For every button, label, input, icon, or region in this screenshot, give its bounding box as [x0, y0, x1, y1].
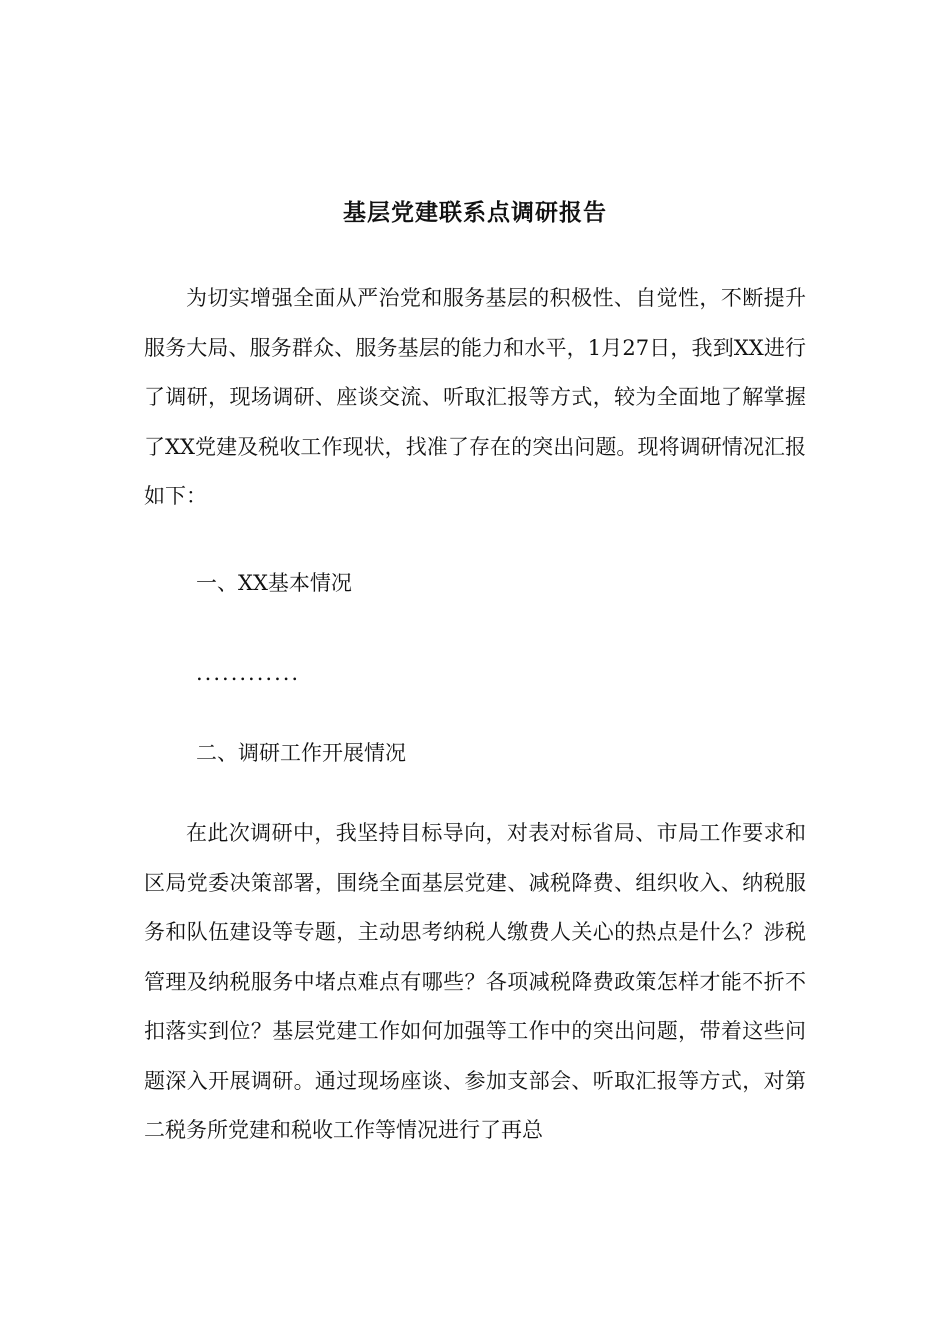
intro-paragraph: 为切实增强全面从严治党和服务基层的积极性、自觉性，不断提升服务大局、服务群众、服务基层的能力和水平，1月27日，我到XX进行了调研，现场调研、座谈交流、听取汇报等方式，较为全面地了解掌握了XX党建及税收工作现状，找准了存在的突出问题。现将调研情况汇报如下： — [144, 286, 806, 508]
section-2-paragraph: 在此次调研中，我坚持目标导向，对表对标省局、市局工作要求和区局党委决策部署，围绕全面基层党建、减税降费、组织收入、纳税服务和队伍建设等专题，主动思考纳税人缴费人关心的热点是什么？涉税管理及纳税服务中堵点难点有哪些？各项减税降费政策怎样才能不折不扣落实到位？基层党建工作如何加强等工作中的突出问题，带着这些问题深入开展调研。通过现场座谈、参加支部会、听取汇报等方式，对第二税务所党建和税收工作等情况进行了再总 — [144, 821, 806, 1142]
section-1-ellipsis: ............ — [196, 661, 301, 685]
document-title: 基层党建联系点调研报告 — [343, 199, 607, 226]
section-1-heading: 一、XX基本情况 — [196, 571, 352, 595]
section-2-heading: 二、调研工作开展情况 — [196, 741, 406, 765]
